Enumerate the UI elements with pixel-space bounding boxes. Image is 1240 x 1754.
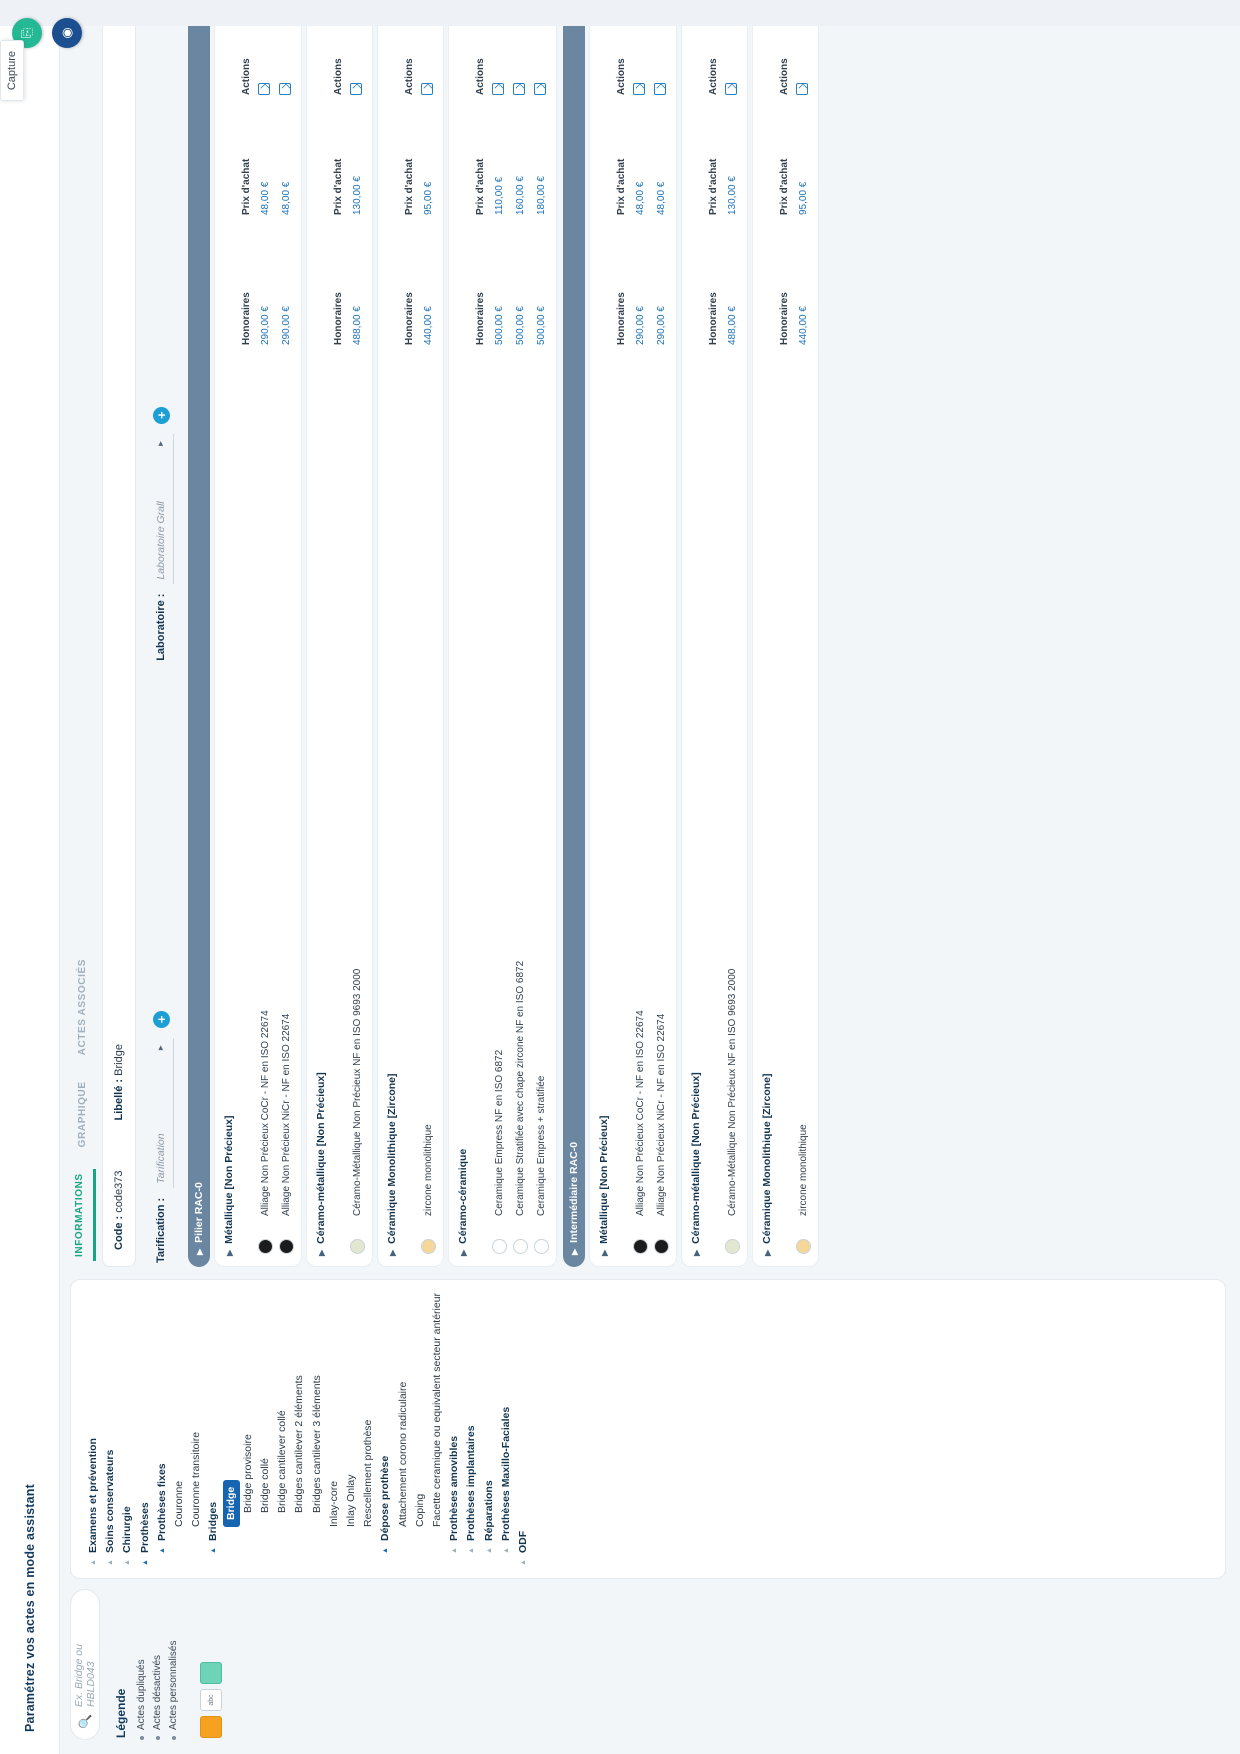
code-value: code373 <box>113 1170 125 1213</box>
row-color-swatch <box>534 1216 549 1256</box>
act-header-card <box>102 14 136 1267</box>
chevron-right-icon: ▶ <box>762 1249 772 1256</box>
column-header-prix: Prix d'achat <box>241 158 252 215</box>
material-color-icon <box>534 1239 549 1254</box>
tab-bar <box>68 14 96 1267</box>
column-header-actions: Actions <box>475 58 486 95</box>
chevron-right-icon: ▲ <box>485 1547 493 1554</box>
bullet-icon <box>172 1736 176 1740</box>
tree-item-label: Prothèses implantaires <box>465 1425 478 1541</box>
capture-tooltip: Capture <box>0 40 24 101</box>
edit-icon[interactable] <box>654 83 666 95</box>
chevron-right-icon: ▶ <box>224 1249 234 1256</box>
chevron-right-icon: ▲ <box>124 1559 132 1566</box>
add-laboratoire-button[interactable]: + <box>153 407 170 424</box>
row-color-swatch <box>725 1216 740 1256</box>
material-section <box>681 14 748 1267</box>
chevron-right-icon: ▶ <box>691 1249 701 1256</box>
legend-item <box>168 1589 179 1740</box>
tree-item[interactable] <box>205 1290 222 1566</box>
add-tarification-button[interactable]: + <box>153 1011 170 1028</box>
tree-item-label: Dépose prothèse <box>379 1455 392 1541</box>
libelle-field <box>113 1044 125 1120</box>
tree-item-label: Prothèses fixes <box>155 1463 168 1541</box>
material-color-icon <box>633 1239 648 1254</box>
honoraires-value: 488,00 € <box>727 306 738 345</box>
material-section-header[interactable] <box>594 25 614 1256</box>
row-color-swatch <box>350 1216 365 1256</box>
row-actions[interactable] <box>258 25 273 95</box>
chevron-right-icon: ▲ <box>107 1559 115 1566</box>
main-content <box>60 0 1240 1271</box>
material-section-header[interactable] <box>453 25 473 1256</box>
legend-swatches <box>200 1589 222 1738</box>
material-section-title: Céramique Monolithique [Zircone] <box>386 1073 398 1244</box>
column-header-row <box>402 25 418 1256</box>
tree-item-label: Bridge provisoire <box>241 1434 254 1513</box>
white-swatch: abc <box>200 1689 222 1711</box>
material-name: Céramo-Métallique Non Précieux NF en ISO 9693 2000 <box>352 968 363 1216</box>
chevron-down-icon: ▲ <box>382 1547 390 1554</box>
row-actions[interactable] <box>421 25 436 95</box>
tree-item[interactable] <box>429 1290 446 1566</box>
app-body <box>60 0 1240 1754</box>
material-section-title: Céramo-céramique <box>457 1148 469 1244</box>
honoraires-value: 500,00 € <box>515 306 526 345</box>
honoraires-value: 290,00 € <box>260 306 271 345</box>
tree-item[interactable] <box>395 1290 412 1566</box>
tree-item-label: ODF <box>517 1530 530 1553</box>
tree-item[interactable] <box>498 1290 515 1566</box>
column-header-row <box>614 25 630 1256</box>
material-name: Ceramique Stratifiée avec chape zircone NF en ISO 6872 <box>515 960 526 1216</box>
tree-item[interactable] <box>257 1290 274 1566</box>
column-header-honoraires: Honoraires <box>241 292 252 345</box>
chevron-down-icon: ▲ <box>141 1559 149 1566</box>
column-header-actions: Actions <box>779 58 790 95</box>
edit-icon[interactable] <box>534 83 546 95</box>
tree-item[interactable] <box>463 1290 480 1566</box>
material-name: Alliage Non Précieux CoCr - NF en ISO 22674 <box>260 1010 271 1216</box>
tree-item[interactable] <box>360 1290 377 1566</box>
laboratoire-select[interactable] <box>148 434 174 584</box>
tarification-select[interactable] <box>148 1038 174 1188</box>
acts-tree-panel <box>70 1279 1226 1579</box>
material-color-icon <box>513 1239 528 1254</box>
column-header-actions: Actions <box>404 58 415 95</box>
row-actions[interactable] <box>633 25 648 95</box>
tree-item-label: Prothèses Maxillo-Faciales <box>499 1406 512 1541</box>
tree-item[interactable] <box>223 1290 240 1566</box>
chevron-right-icon: ▲ <box>468 1547 476 1554</box>
edit-icon[interactable] <box>513 83 525 95</box>
duplicate-icon[interactable]: ⎘ <box>12 18 42 48</box>
column-header-honoraires: Honoraires <box>333 292 344 345</box>
material-color-icon <box>796 1239 811 1254</box>
libelle-value: Bridge <box>113 1044 125 1076</box>
column-header-prix: Prix d'achat <box>708 158 719 215</box>
code-label: Code : <box>113 1215 125 1250</box>
column-header-prix: Prix d'achat <box>616 158 627 215</box>
table-row[interactable] <box>510 25 531 1256</box>
table-row[interactable] <box>276 25 297 1256</box>
column-header-honoraires: Honoraires <box>708 292 719 345</box>
group-header[interactable] <box>188 14 210 1267</box>
row-color-swatch <box>279 1216 294 1256</box>
group-title: Intermédiaire RAC-0 <box>568 1141 580 1243</box>
chevron-right-icon: ▲ <box>451 1547 459 1554</box>
material-color-icon <box>350 1239 365 1254</box>
honoraires-value: 488,00 € <box>352 306 363 345</box>
prix-achat-value: 130,00 € <box>727 176 738 215</box>
column-header-actions: Actions <box>241 58 252 95</box>
column-header-row <box>331 25 347 1256</box>
edit-icon[interactable] <box>796 83 808 95</box>
green-swatch <box>200 1662 222 1684</box>
chevron-right-icon: ▲ <box>502 1547 510 1554</box>
legend-item-label: Actes désactivés <box>152 1654 163 1730</box>
tree-item[interactable] <box>326 1290 343 1566</box>
chevron-right-icon: ▲ <box>520 1559 528 1566</box>
material-name: Alliage Non Précieux NiCr - NF en ISO 22674 <box>281 1013 292 1216</box>
prix-achat-value: 48,00 € <box>281 181 292 215</box>
tree-item-label: Réparations <box>482 1480 495 1541</box>
tree-item[interactable] <box>446 1290 463 1566</box>
column-header-prix: Prix d'achat <box>333 158 344 215</box>
column-header-actions: Actions <box>616 58 627 95</box>
row-color-swatch <box>513 1216 528 1256</box>
tree-item[interactable] <box>85 1290 102 1566</box>
chevron-down-icon: ► <box>156 439 165 448</box>
row-color-swatch <box>796 1216 811 1256</box>
search-input[interactable] <box>70 1589 100 1740</box>
orange-swatch <box>200 1716 222 1738</box>
tree-item[interactable] <box>481 1290 498 1566</box>
material-color-icon <box>492 1239 507 1254</box>
tree-item-label: Inlay-core <box>327 1480 340 1527</box>
honoraires-value: 290,00 € <box>635 306 646 345</box>
material-section <box>377 14 444 1267</box>
column-header-prix: Prix d'achat <box>779 158 790 215</box>
row-actions[interactable] <box>796 25 811 95</box>
honoraires-value: 500,00 € <box>494 306 505 345</box>
filters-row <box>148 14 174 1263</box>
table-row[interactable] <box>651 25 672 1256</box>
material-name: zircone monolithique <box>423 1124 434 1216</box>
tree-item[interactable] <box>188 1290 205 1566</box>
table-row[interactable] <box>255 25 276 1256</box>
tree-item-label: Facette ceramique ou equivalent secteur antérieur <box>431 1292 444 1527</box>
tree-item-label: Bridges cantilever 3 éléments <box>310 1375 323 1513</box>
prix-achat-value: 48,00 € <box>260 181 271 215</box>
libelle-label: Libellé : <box>113 1078 125 1121</box>
tree-item[interactable] <box>291 1290 308 1566</box>
material-section <box>214 14 302 1267</box>
edit-icon[interactable] <box>492 83 504 95</box>
chevron-right-icon: ▶ <box>194 1248 204 1255</box>
tab-actes-associes[interactable]: ACTES ASSOCIÉS <box>77 958 88 1056</box>
materials-table <box>182 14 1230 1267</box>
laboratoire-value: Laboratoire Grall <box>154 501 167 580</box>
right-scroll-strip[interactable] <box>0 0 1240 26</box>
tarification-value: Tarification <box>154 1133 167 1184</box>
legend-item <box>136 1589 147 1740</box>
tab-graphique[interactable]: GRAPHIQUE <box>77 1081 88 1148</box>
chevron-right-icon: ▶ <box>458 1249 468 1256</box>
laboratoire-label: Laboratoire : <box>155 593 167 661</box>
legend-item-label: Actes personnalisés <box>168 1640 179 1730</box>
edit-icon[interactable] <box>258 83 270 95</box>
group-header[interactable] <box>563 14 585 1267</box>
tree-item-label: Couronne transitoire <box>190 1431 203 1527</box>
table-row[interactable] <box>489 25 510 1256</box>
row-color-swatch <box>654 1216 669 1256</box>
table-row[interactable] <box>630 25 651 1256</box>
material-section-title: Céramique Monolithique [Zircone] <box>761 1073 773 1244</box>
row-color-swatch <box>492 1216 507 1256</box>
edit-icon[interactable] <box>633 83 645 95</box>
material-section-header[interactable] <box>219 25 239 1256</box>
tree-item-label: Examens et prévention <box>87 1438 99 1553</box>
material-section-header[interactable] <box>757 25 777 1256</box>
honoraires-value: 440,00 € <box>798 306 809 345</box>
column-header-honoraires: Honoraires <box>616 292 627 345</box>
material-color-icon <box>654 1239 669 1254</box>
honoraires-value: 290,00 € <box>281 306 292 345</box>
edit-icon[interactable] <box>279 83 291 95</box>
prix-achat-value: 130,00 € <box>352 176 363 215</box>
tree-item-label: Coping <box>413 1493 426 1527</box>
chevron-down-icon: ▲ <box>210 1547 218 1554</box>
chevron-right-icon: ▶ <box>387 1249 397 1256</box>
tree-item-label: Prothèses <box>138 1502 151 1553</box>
tree-item-label: Chirurgie <box>121 1506 134 1553</box>
tree-item-label: Bridge cantilever collé <box>276 1410 289 1513</box>
prix-achat-value: 95,00 € <box>798 181 809 215</box>
row-actions[interactable] <box>654 25 669 95</box>
tree-item-label: Bridge <box>223 1480 240 1527</box>
search-placeholder: Ex. Bridge ou HBLD043 <box>73 1644 97 1708</box>
row-color-swatch <box>258 1216 273 1256</box>
material-section <box>752 14 819 1267</box>
prix-achat-value: 48,00 € <box>635 181 646 215</box>
tree-item-label: Rescellement prothèse <box>362 1419 375 1527</box>
column-header-actions: Actions <box>708 58 719 95</box>
tree-item[interactable] <box>154 1290 171 1566</box>
column-header-row <box>473 25 489 1256</box>
tree-item[interactable] <box>102 1290 119 1566</box>
table-row[interactable] <box>531 25 552 1256</box>
tree-item[interactable] <box>240 1290 257 1566</box>
chevron-right-icon: ▶ <box>316 1249 326 1256</box>
legend-item <box>152 1589 163 1740</box>
material-color-icon <box>258 1239 273 1254</box>
material-section <box>448 14 557 1267</box>
chevron-down-icon: ▲ <box>158 1547 166 1554</box>
tree-item[interactable] <box>377 1290 394 1566</box>
column-header-row <box>239 25 255 1256</box>
table-row[interactable] <box>793 25 814 1256</box>
tree-item[interactable] <box>119 1290 136 1566</box>
material-section-title: Céramo-métallique [Non Précieux] <box>315 1072 327 1244</box>
material-section <box>589 14 677 1267</box>
chevron-right-icon: ▲ <box>90 1559 97 1566</box>
column-header-honoraires: Honoraires <box>779 292 790 345</box>
table-row[interactable] <box>418 25 439 1256</box>
material-section-title: Métallique [Non Précieux] <box>598 1115 610 1244</box>
column-header-row <box>706 25 722 1256</box>
column-header-honoraires: Honoraires <box>475 292 486 345</box>
tarification-label: Tarification : <box>155 1197 167 1263</box>
column-header-actions: Actions <box>333 58 344 95</box>
prix-achat-value: 95,00 € <box>423 181 434 215</box>
honoraires-value: 440,00 € <box>423 306 434 345</box>
tree-item-label: Attachement corono radiculaire <box>396 1381 409 1527</box>
edit-icon[interactable] <box>350 83 362 95</box>
column-header-prix: Prix d'achat <box>404 158 415 215</box>
chevron-right-icon: ▶ <box>569 1248 579 1255</box>
tree-item[interactable] <box>274 1290 291 1566</box>
tree-item[interactable] <box>412 1290 429 1566</box>
material-name: Ceramique Empress + stratifiée <box>536 1075 547 1216</box>
code-field <box>113 1170 125 1250</box>
prix-achat-value: 110,00 € <box>494 176 505 215</box>
page-title: Paramétrez vos actes en mode assistant <box>22 1484 37 1732</box>
tree-item[interactable] <box>515 1290 532 1566</box>
legend-list <box>136 1589 184 1740</box>
tree-item-label: Couronne <box>173 1480 186 1527</box>
tree-item[interactable] <box>309 1290 326 1566</box>
row-color-swatch <box>633 1216 648 1256</box>
material-section <box>306 14 373 1267</box>
group-title: Pilier RAC-0 <box>193 1182 205 1243</box>
material-color-icon <box>725 1239 740 1254</box>
table-row[interactable] <box>347 25 368 1256</box>
tree-item[interactable] <box>137 1290 154 1566</box>
material-section-header[interactable] <box>686 25 706 1256</box>
material-name: Ceramique Empress NF en ISO 6872 <box>494 1049 505 1216</box>
tree-item-label: Soins conservateurs <box>104 1449 117 1553</box>
tree-item-label: Bridge collé <box>259 1458 272 1513</box>
prix-achat-value: 160,00 € <box>515 176 526 215</box>
row-color-swatch <box>421 1216 436 1256</box>
tab-informations[interactable]: INFORMATIONS <box>68 1169 96 1261</box>
prix-achat-value: 180,00 € <box>536 176 547 215</box>
legend-title: Légende <box>114 1688 128 1738</box>
search-icon: 🔍 <box>78 1714 92 1729</box>
row-actions[interactable] <box>725 25 740 95</box>
row-actions[interactable] <box>279 25 294 95</box>
material-name: Alliage Non Précieux NiCr - NF en ISO 22674 <box>656 1013 667 1216</box>
chevron-right-icon: ▶ <box>599 1249 609 1256</box>
app-topbar <box>0 0 60 1754</box>
tree-item[interactable] <box>171 1290 188 1566</box>
acts-tree[interactable] <box>85 1290 532 1566</box>
chevron-down-icon: ► <box>156 1043 165 1052</box>
column-header-prix: Prix d'achat <box>475 158 486 215</box>
material-color-icon <box>279 1239 294 1254</box>
bullet-icon <box>140 1736 144 1740</box>
material-section-header[interactable] <box>311 25 331 1256</box>
material-color-icon <box>421 1239 436 1254</box>
tree-item-label: Prothèses amovibles <box>448 1435 461 1541</box>
legend-item-label: Actes dupliqués <box>136 1659 147 1730</box>
material-section-title: Céramo-métallique [Non Précieux] <box>690 1072 702 1244</box>
column-header-honoraires: Honoraires <box>404 292 415 345</box>
bullet-icon <box>156 1736 160 1740</box>
left-sidebar <box>60 1579 1240 1754</box>
table-row[interactable] <box>722 25 743 1256</box>
tree-item[interactable] <box>343 1290 360 1566</box>
eye-icon[interactable]: ◉ <box>52 18 82 48</box>
edit-icon[interactable] <box>725 83 737 95</box>
material-name: zircone monolithique <box>798 1124 809 1216</box>
material-name: Alliage Non Précieux CoCr - NF en ISO 22674 <box>635 1010 646 1216</box>
material-section-header[interactable] <box>382 25 402 1256</box>
tree-item-label: Inlay Onlay <box>345 1474 358 1527</box>
material-name: Céramo-Métallique Non Précieux NF en ISO 9693 2000 <box>727 968 738 1216</box>
prix-achat-value: 48,00 € <box>656 181 667 215</box>
row-actions[interactable] <box>350 25 365 95</box>
material-section-title: Métallique [Non Précieux] <box>223 1115 235 1244</box>
row-actions[interactable] <box>534 25 549 95</box>
tree-item-label: Bridges <box>207 1501 220 1541</box>
honoraires-value: 500,00 € <box>536 306 547 345</box>
row-actions[interactable] <box>492 25 507 95</box>
row-actions[interactable] <box>513 25 528 95</box>
edit-icon[interactable] <box>421 83 433 95</box>
honoraires-value: 290,00 € <box>656 306 667 345</box>
tree-item-label: Bridges cantilever 2 éléments <box>293 1375 306 1513</box>
column-header-row <box>777 25 793 1256</box>
